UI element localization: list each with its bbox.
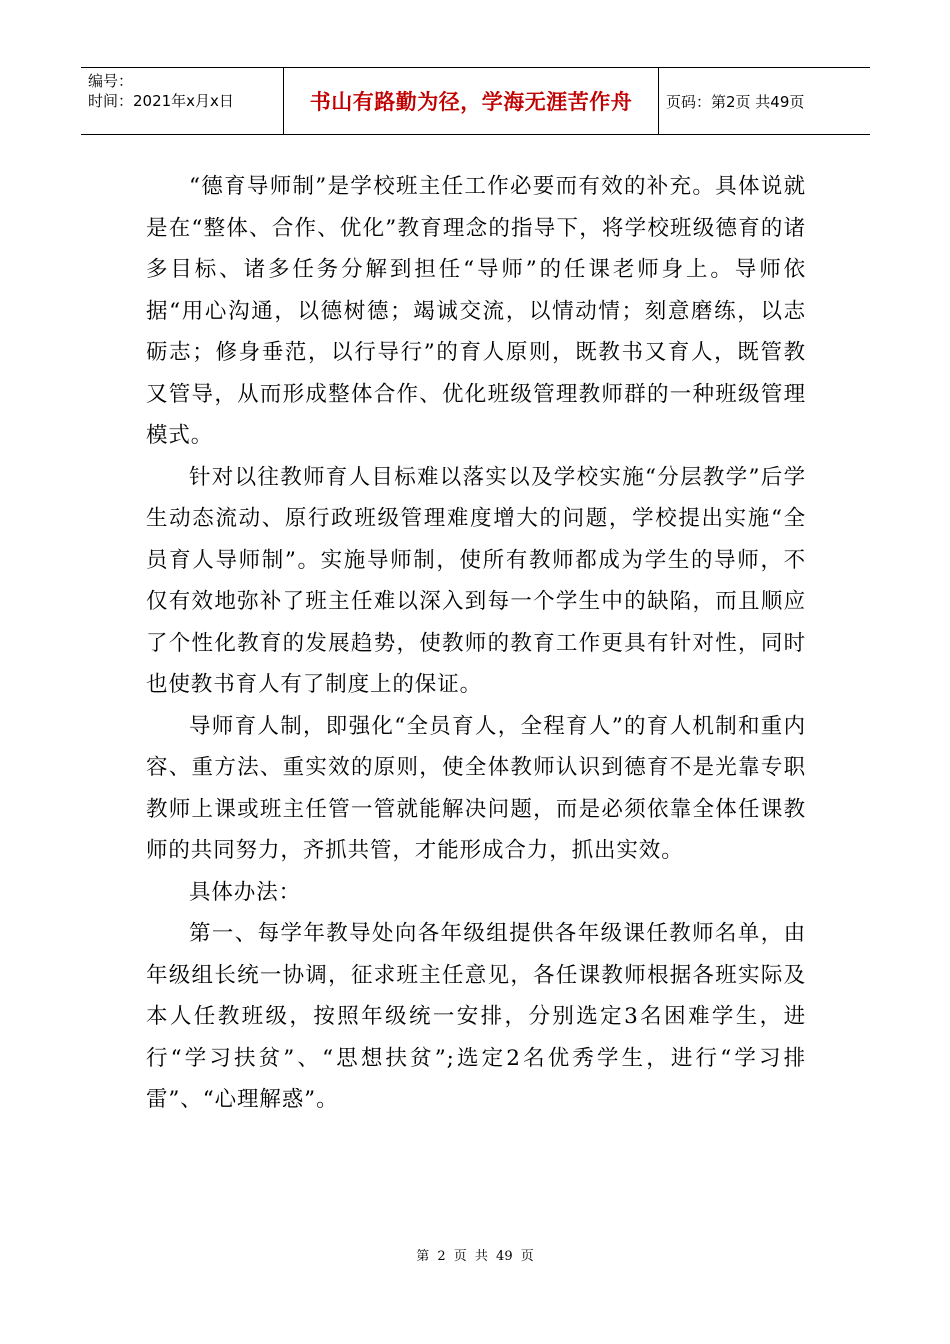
body-paragraph: 具体办法： — [189, 879, 302, 905]
header-page-cell — [659, 68, 870, 134]
body-paragraph: “德育导师制”是学校班主任工作必要而有效的补充。具体说就是在“整体、合作、优化”教育理念的指导下，将学校班级德育的诸多目标、诸多任务分解到担任“导师”的任课老师身上。导师依据“用心沟通，以德树德；竭诚交流，以情动情；刻意磨练，以志砺志；修身垂范，以行导行”的育人原则，既教书又育人，既管教又管导，从而形成整体合作、优化班级管理教师群的一种班级管理模式。 — [146, 174, 806, 448]
body-paragraph: 针对以往教师育人目标难以落实以及学校实施“分层教学”后学生动态流动、原行政班级管理难度增大的问题，学校提出实施“全员育人导师制”。实施导师制，使所有教师都成为学生的导师，不仅有效地弥补了班主任难以深入到每一个学生中的缺陷，而且顺应了个性化教育的发展趋势，使教师的教育工作更具有针对性，同时也使教书育人有了制度上的保证。 — [146, 464, 806, 697]
page-footer: 第 2 页 共 49 页 — [416, 1249, 534, 1264]
body-paragraph: 第一、每学年教导处向各年级组提供各年级课任教师名单，由年级组长统一协调，征求班主任意见，各任课教师根据各班实际及本人任教班级，按照年级统一安排，分别选定3名困难学生，进行“学习扶贫”、“思想扶贫”;选定2名优秀学生，进行“学习排雷”、“心理解惑”。 — [146, 921, 806, 1112]
header-motto: 书山有路勤为径，学海无涯苦作舟 — [309, 90, 633, 114]
header-motto-cell — [284, 68, 659, 134]
document-number-label: 编号： — [88, 72, 134, 90]
document-body — [146, 166, 806, 1121]
document-time-label: 时间：2021年x月x日 — [88, 92, 234, 110]
header-page-info: 页码：第2页 共49页 — [666, 92, 805, 111]
body-paragraph: 导师育人制，即强化“全员育人，全程育人”的育人机制和重内容、重方法、重实效的原则，使全体教师认识到德育不是光靠专职教师上课或班主任管一管就能解决问题，而是必须依靠全体任课教师的共同努力，齐抓共管，才能形成合力，抓出实效。 — [146, 713, 806, 863]
document-header — [81, 67, 870, 135]
header-meta-cell — [81, 68, 284, 134]
